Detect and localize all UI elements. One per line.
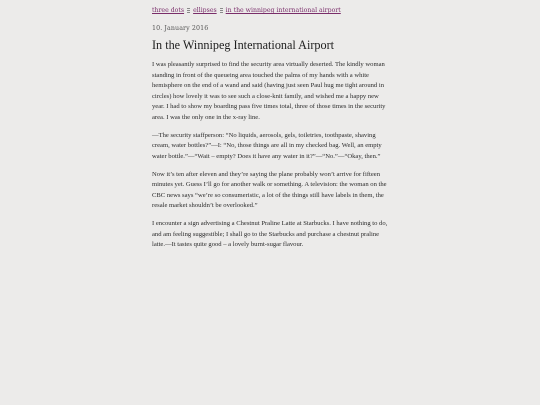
article-column xyxy=(152,6,390,258)
post-paragraph: —The security staffperson: “No liquids, aerosols, gels, toiletries, toothpaste, shaving cream, water bottles?”—I: “No, those things are all in my checked bag. Well, an empty water bottle.”—“Wait – empty? Does it have any water in it?”—“No.”—“Okay, then.” xyxy=(152,131,382,160)
breadcrumb-link-current-post[interactable]: in the winnipeg international airport xyxy=(225,7,341,14)
post-paragraph: I was pleasantly surprised to find the security area virtually deserted. The kindly woman standing in front of the queueing area touched the palms of my hands with a white hemisphere on the end of a wand and said (having just seen Paul hug me tight around in circles) how lovely it was to see such a close-knit family, and wished me a happy new year. I had to show my boarding pass five times total, three of those times in the security area. I was the only one in the x-ray line. xyxy=(152,61,386,121)
breadcrumb-link-ellipses[interactable]: ellipses xyxy=(193,7,217,14)
post-paragraph: Now it’s ten after eleven and they’re saying the plane probably won’t arrive for fifteen minutes yet. Guess I’ll go for another walk or something. A television: the woman on the CBC news says “we’re so consumeristic, a lot of the things still have labels in them, the resale market shouldn’t be overlooked.” xyxy=(152,170,387,210)
post-title: In the Winnipeg International Airport xyxy=(152,38,335,52)
breadcrumb-separator-icon xyxy=(187,8,190,13)
post-paragraph: I encounter a sign advertising a Chestnut Praline Latte at Starbucks. I have nothing to do, and am feeling suggestible; I shall go to the Starbucks and purchase a chestnut praline latte.—It tastes quite good – a lovely burnt-sugar flavour. xyxy=(152,220,388,249)
post-body xyxy=(152,60,390,251)
breadcrumb-link-three-dots[interactable]: three dots xyxy=(152,7,185,14)
breadcrumb-separator-icon xyxy=(220,8,223,13)
post-date: 10. January 2016 xyxy=(152,25,209,32)
breadcrumb xyxy=(152,6,390,15)
